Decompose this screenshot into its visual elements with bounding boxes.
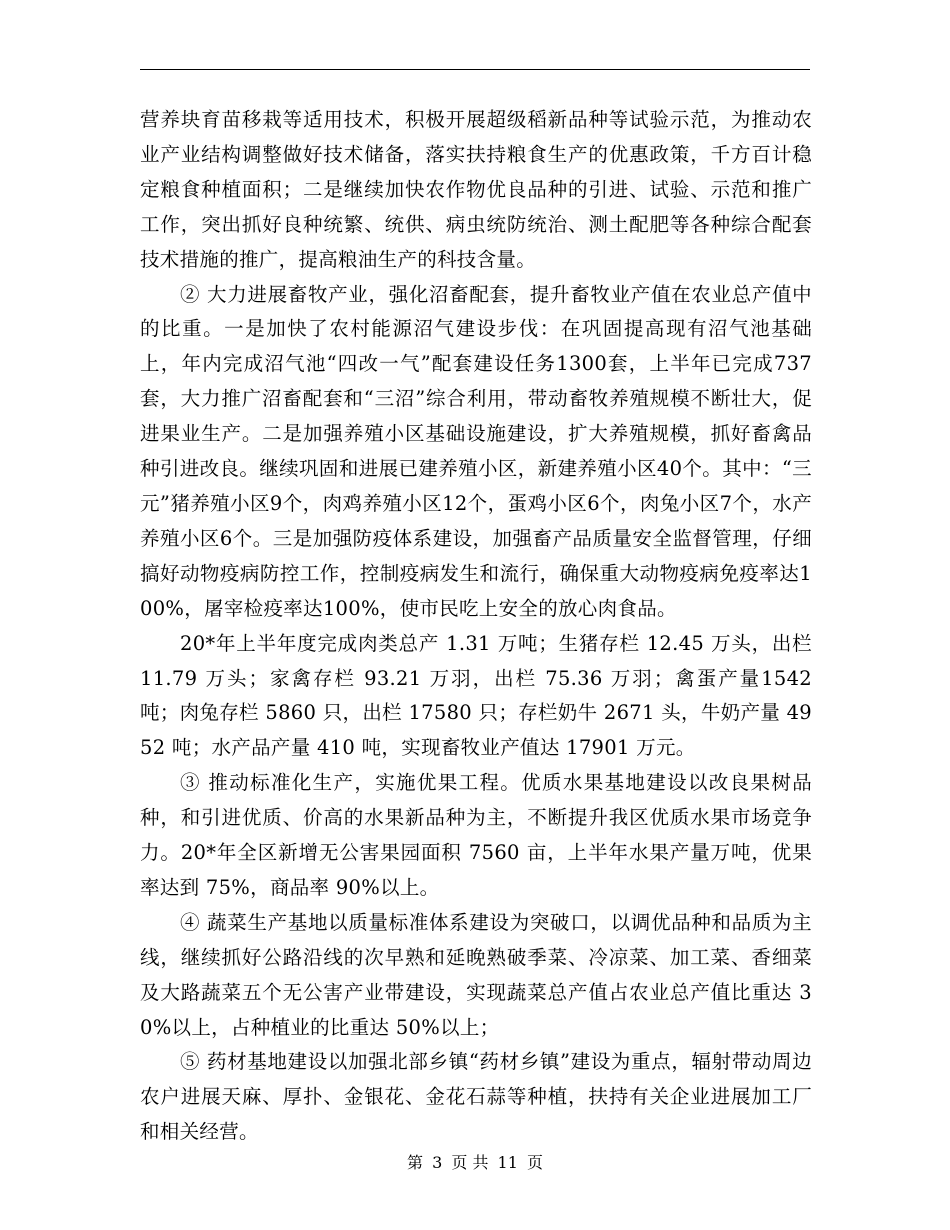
paragraph-fruit-standardization: ③ 推动标准化生产，实施优果工程。优质水果基地建设以改良果树品种，和引进优质、价高的水果新品种为主，不断提升我区优质水果市场竞争力。20*年全区新增无公害果园面积 7560 亩，上半年水果产量万吨，优果率达到 75%，商品率 90%以上。	[140, 771, 812, 899]
paragraph-herbal-base: ⑤ 药材基地建设以加强北部乡镇“药材乡镇”建设为重点，辐射带动周边农户进展天麻、厚扑、金银花、金花石蒜等种植，扶持有关企业进展加工厂和相关经营。	[140, 1050, 812, 1144]
body-text	[140, 103, 812, 1150]
footer-suffix: 页	[527, 1153, 544, 1172]
paragraph-grain-techniques: 营养块育苗移栽等适用技术，积极开展超级稻新品种等试验示范，为推动农业产业结构调整做好技术储备，落实扶持粮食生产的优惠政策，千方百计稳定粮食种植面积；二是继续加快农作物优良品种的引进、试验、示范和推广工作，突出抓好良种统繁、统供、病虫统防统治、测土配肥等各种综合配套技术措施的推广，提高粮油生产的科技含量。	[140, 108, 812, 271]
footer-prefix: 第	[406, 1153, 423, 1172]
paragraph-vegetable-base: ④ 蔬菜生产基地以质量标准体系建设为突破口，以调优品种和品质为主线，继续抓好公路沿线的次早熟和延晚熟破季菜、冷凉菜、加工菜、香细菜及大路蔬菜五个无公害产业带建设，实现蔬菜总产值占农业总产值比重达 30%以上，占种植业的比重达 50%以上；	[140, 910, 812, 1039]
footer-total-pages: 11	[497, 1153, 518, 1172]
header-rule	[140, 69, 810, 70]
paragraph-livestock-output: 20*年上半年度完成肉类总产 1.31 万吨；生猪存栏 12.45 万头，出栏 11.79 万头；家禽存栏 93.21 万羽，出栏 75.36 万羽；禽蛋产量1542 吨；肉兔存栏 5860 只，出栏 17580 只；存栏奶牛 2671 头，牛奶产量 4952 吨；水产品产量 410 吨，实现畜牧业产值达 17901 万元。	[140, 631, 812, 760]
page-footer	[0, 1153, 950, 1173]
paragraph-livestock-industry: ② 大力进展畜牧产业，强化沼畜配套，提升畜牧业产值在农业总产值中的比重。一是加快了农村能源沼气建设步伐：在巩固提高现有沼气池基础上，年内完成沼气池“四改一气”配套建设任务1300套，上半年已完成737套，大力推广沼畜配套和“三沼”综合利用，带动畜牧养殖规模不断壮大，促进果业生产。二是加强养殖小区基础设施建设，扩大养殖规模，抓好畜禽品种引进改良。继续巩固和进展已建养殖小区，新建养殖小区40个。其中：“三元”猪养殖小区9个，肉鸡养殖小区12个，蛋鸡小区6个，肉兔小区7个，水产养殖小区6个。三是加强防疫体系建设，加强畜产品质量安全监督管理，仔细搞好动物疫病防控工作，控制疫病发生和流行，确保重大动物疫病免疫率达100%，屠宰检疫率达100%，使市民吃上安全的放心肉食品。	[140, 282, 812, 620]
footer-middle: 页 共	[451, 1153, 489, 1172]
footer-current-page: 3	[432, 1153, 443, 1172]
